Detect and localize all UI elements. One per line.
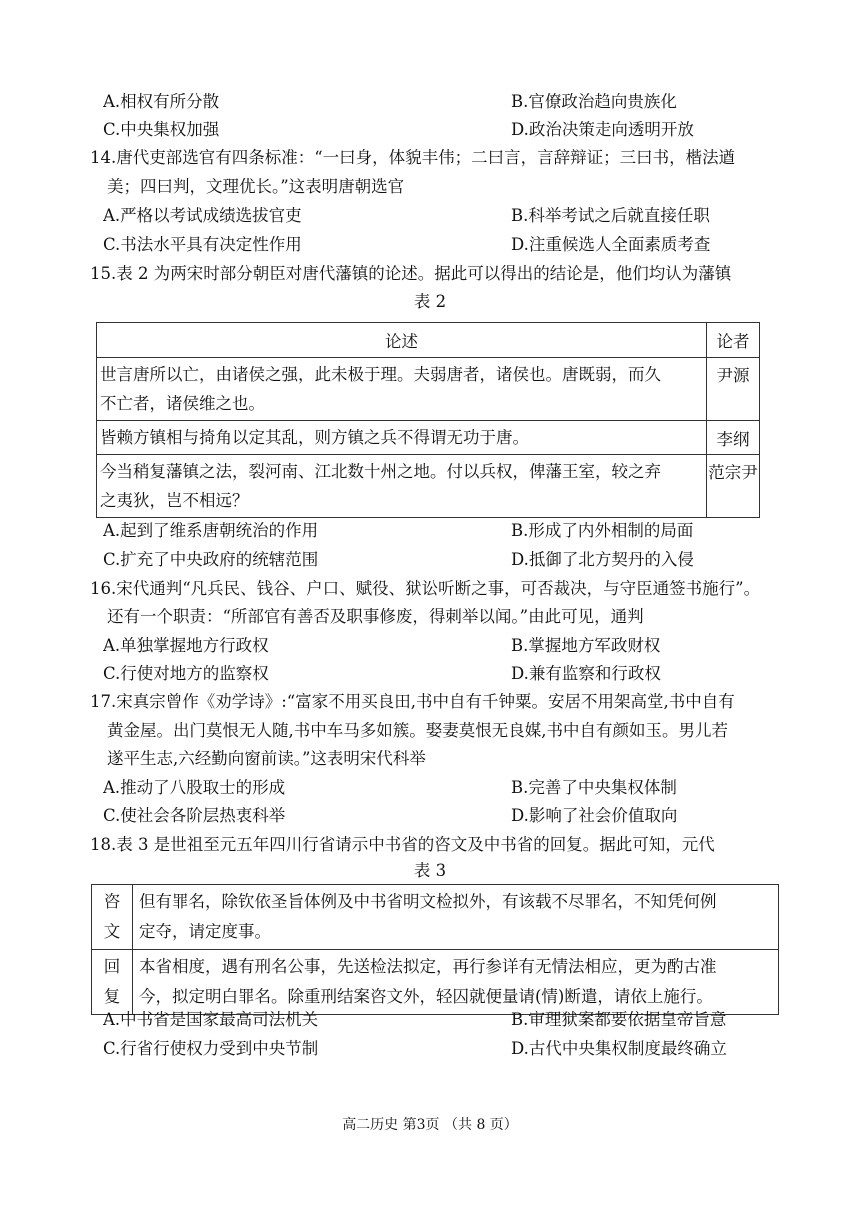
table-row: [97, 358, 760, 421]
content-line: 今，拟定明白罪名。除重刑结案咨文外，轻囚就便量请(情)断遣，请依上施行。: [139, 987, 713, 1006]
q13-option-b: B.官僚政治趋向贵族化: [511, 92, 677, 111]
q14-option-c: C.书法水平具有决定性作用: [103, 235, 302, 254]
table-cell-statement: [97, 358, 707, 421]
q17-option-d: D.影响了社会价值取向: [511, 806, 678, 825]
content-line: 定夺，请定度事。: [139, 922, 271, 941]
q14-option-b: B.科举考试之后就直接任职: [511, 206, 710, 225]
q18-stem-text: 表 3 是世祖至元五年四川行省请示中书省的咨文及中书省的回复。据此可知，元代: [116, 835, 715, 854]
page-footer: 高二历史 第3页 （共 8 页）: [342, 1117, 518, 1133]
statement-line: 今当稍复藩镇之法，裂河南、江北数十州之地。付以兵权，俾藩王室，较之弃: [100, 462, 661, 481]
q17-number: 17.: [90, 692, 117, 711]
q13-option-d: D.政治决策走向透明开放: [511, 120, 694, 139]
label-char: 文: [103, 922, 121, 941]
q15-option-c: C.扩充了中央政府的统辖范围: [103, 550, 319, 569]
q16-option-a: A.单独掌握地方行政权: [103, 636, 269, 655]
statement-line: 世言唐所以亡，由诸侯之强，此未极于理。夫弱唐者，诸侯也。唐既弱，而久: [100, 365, 661, 384]
statement-line: 皆赖方镇相与掎角以定其乱，则方镇之兵不得谓无功于唐。: [100, 428, 529, 447]
table-header-author: 论者: [707, 323, 760, 358]
label-char: 复: [103, 987, 121, 1006]
table-cell-author: 李纲: [707, 421, 760, 455]
table-cell-content: [133, 950, 779, 1015]
table-row: [92, 885, 779, 950]
q14-option-a: A.严格以考试成绩选拔官吏: [103, 206, 302, 225]
table-2: [96, 322, 760, 518]
q14-number: 14.: [90, 148, 117, 167]
table-cell-statement: [97, 455, 707, 518]
q16-option-b: B.掌握地方军政财权: [511, 636, 661, 655]
q18-option-a: A.中书省是国家最高司法机关: [103, 1010, 319, 1029]
table-row: [97, 421, 760, 455]
q16-option-c: C.行使对地方的监察权: [103, 664, 269, 683]
q15-option-b: B.形成了内外相制的局面: [511, 521, 694, 540]
table-cell-author: 范宗尹: [707, 455, 760, 518]
q14-stem-line2: 美；四曰判，文理优长。”这表明唐朝选官: [107, 177, 405, 196]
table-cell-label: [92, 950, 133, 1015]
q15-option-a: A.起到了维系唐朝统治的作用: [103, 521, 319, 540]
q13-option-a: A.相权有所分散: [103, 92, 220, 111]
q15-number: 15.: [90, 264, 117, 283]
q16-stem-line2: 还有一个职责：“所部官有善否及职事修废，得刺举以闻。”由此可见，通判: [107, 607, 644, 626]
q15-option-d: D.抵御了北方契丹的入侵: [511, 550, 694, 569]
q18-option-b: B.审理狱案都要依据皇帝旨意: [511, 1010, 727, 1029]
q16-stem-line1: [90, 578, 760, 600]
q18-option-c: C.行省行使权力受到中央节制: [103, 1039, 319, 1058]
q16-number: 16.: [90, 579, 117, 598]
table-cell-statement: [97, 421, 707, 455]
q13-option-c: C.中央集权加强: [103, 120, 220, 139]
table-header-row: [97, 323, 760, 358]
q17-option-b: B.完善了中央集权体制: [511, 778, 677, 797]
q18-option-d: D.古代中央集权制度最终确立: [511, 1039, 727, 1058]
q17-option-a: A.推动了八股取士的形成: [103, 778, 286, 797]
q18-number: 18.: [90, 835, 117, 854]
q17-stem-line2: 黄金屋。出门莫恨无人随,书中车马多如簇。娶妻莫恨无良媒,书中自有颜如玉。男儿若: [107, 721, 728, 740]
label-char: 咨: [103, 892, 121, 911]
q17-stem-line3: 遂平生志,六经勤向窗前读。”这表明宋代科举: [107, 749, 426, 768]
table3-caption: 表 3: [413, 861, 447, 880]
q14-stem-text: 唐代吏部选官有四条标准：“一曰身，体貌丰伟；二曰言，言辞辩证；三曰书，楷法遒: [116, 148, 736, 167]
table-header-statement: 论述: [97, 323, 707, 358]
q15-stem: [90, 263, 731, 285]
q15-stem-text: 表 2 为两宋时部分朝臣对唐代藩镇的论述。据此可以得出的结论是，他们均认为藩镇: [116, 264, 732, 283]
table-cell-label: [92, 885, 133, 950]
q17-stem-text: 宋真宗曾作《劝学诗》:“富家不用买良田,书中自有千钟粟。安居不用架高堂,书中自有: [116, 692, 735, 711]
statement-line: 不亡者，诸侯维之也。: [100, 394, 265, 413]
table2-caption: 表 2: [413, 292, 447, 311]
table-3: [91, 884, 779, 1015]
table-cell-author: 尹源: [707, 358, 760, 421]
content-line: 但有罪名，除钦依圣旨体例及中书省明文检拟外，有该载不尽罪名，不知凭何例: [139, 892, 717, 911]
table-cell-content: [133, 885, 779, 950]
q17-option-c: C.使社会各阶层热衷科举: [103, 806, 286, 825]
table-row: [92, 950, 779, 1015]
content-line: 本省相度，遇有刑名公事，先送检法拟定，再行参详有无情法相应，更为酌古准: [139, 957, 717, 976]
q14-stem-line1: [90, 147, 735, 169]
table-row: [97, 455, 760, 518]
label-char: 回: [103, 957, 121, 976]
q16-stem-text: 宋代通判“凡兵民、钱谷、户口、赋役、狱讼听断之事，可否裁决，与守臣通签书施行”。: [116, 579, 761, 598]
q16-option-d: D.兼有监察和行政权: [511, 664, 661, 683]
q17-stem-line1: [90, 691, 735, 713]
q18-stem: [90, 834, 715, 856]
q14-option-d: D.注重候选人全面素质考查: [511, 235, 711, 254]
statement-line: 之夷狄，岂不相远？: [100, 491, 249, 510]
